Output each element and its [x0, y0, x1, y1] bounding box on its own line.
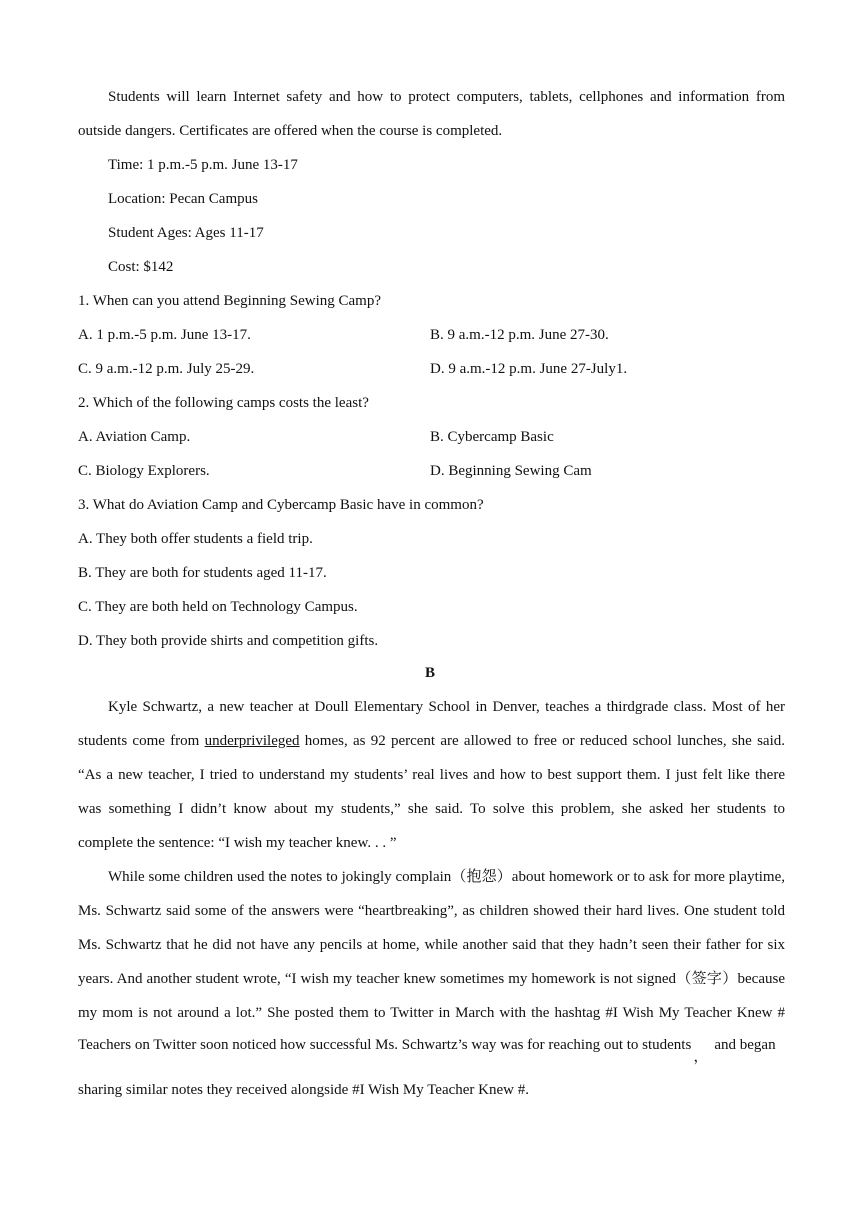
camp-location: Location: Pecan Campus: [108, 191, 258, 207]
question-1-option-c: C. 9 a.m.-12 p.m. July 25-29.: [78, 361, 255, 377]
question-3-option-b: B. They are both for students aged 11-17.: [78, 565, 327, 581]
passage-b-p1-line-3: “As a new teacher, I tried to understand my students’ real lives and how to best support them. I just felt like there: [78, 767, 785, 783]
passage-a-line-1: Students will learn Internet safety and how to protect computers, tablets, cellphones and information from: [108, 89, 785, 105]
passage-b-p2-line-5: my mom is not around a lot.” She posted them to Twitter in March with the hashtag #I Wish My Teacher Knew #: [78, 1005, 785, 1021]
line-text: Teachers on Twitter soon noticed how successful Ms. Schwartz’s way was for reaching out to students: [78, 1037, 692, 1053]
question-2-stem: 2. Which of the following camps costs the least?: [78, 395, 369, 411]
passage-b-p1-line-2: [78, 724, 785, 758]
camp-cost: Cost: $142: [108, 259, 174, 275]
passage-b-p2-line-7: sharing similar notes they received alongside #I Wish My Teacher Knew #.: [78, 1082, 530, 1098]
passage-a-line-2: outside dangers. Certificates are offered when the course is completed.: [78, 123, 503, 139]
question-3-option-d: D. They both provide shirts and competition gifts.: [78, 633, 379, 649]
line-text: homes, as 92 percent are allowed to free or reduced school lunches, she said.: [299, 733, 785, 749]
question-2-option-b: B. Cybercamp Basic: [430, 429, 554, 445]
comma-mark: ，: [693, 1049, 709, 1065]
camp-time: Time: 1 p.m.-5 p.m. June 13-17: [108, 157, 298, 173]
question-2-option-c: C. Biology Explorers.: [78, 463, 210, 479]
section-b-heading: B: [424, 665, 435, 681]
question-2-option-a: A. Aviation Camp.: [78, 429, 191, 445]
question-1-option-d: D. 9 a.m.-12 p.m. June 27-July1.: [430, 361, 628, 377]
question-1-option-b: B. 9 a.m.-12 p.m. June 27-30.: [430, 327, 609, 343]
question-1-option-a: A. 1 p.m.-5 p.m. June 13-17.: [78, 327, 251, 343]
passage-b-p2-line-3: Ms. Schwartz that he did not have any pencils at home, while another said that they hadn’t seen their father for six: [78, 937, 785, 953]
passage-b-p2-line-2: Ms. Schwartz said some of the answers were “heartbreaking”, as children showed their hard lives. One student told: [78, 903, 785, 919]
passage-b-p1-line-4: was something I didn’t know about my students,” she said. To solve this problem, she asked her students to: [78, 801, 785, 817]
line-text: students come from: [78, 733, 205, 749]
passage-b-p2-line-4: years. And another student wrote, “I wish my teacher knew sometimes my homework is not signed（签字）because: [78, 971, 785, 987]
line-text: and began: [714, 1037, 776, 1053]
question-1-stem: 1. When can you attend Beginning Sewing Camp?: [78, 293, 381, 309]
underlined-word: underprivileged: [204, 733, 300, 749]
passage-b-p2-line-6: [78, 1028, 785, 1065]
passage-b-p1-line-1: Kyle Schwartz, a new teacher at Doull Elementary School in Denver, teaches a thirdgrade class. Most of her: [108, 699, 785, 715]
question-2-option-d: D. Beginning Sewing Cam: [430, 463, 592, 479]
passage-b-p1-line-5: complete the sentence: “I wish my teacher knew. . . ”: [78, 835, 397, 851]
passage-b-p2-line-1: While some children used the notes to jokingly complain（抱怨）about homework or to ask for more playtime,: [108, 869, 785, 885]
question-3-option-c: C. They are both held on Technology Campus.: [78, 599, 358, 615]
question-3-option-a: A. They both offer students a field trip.: [78, 531, 313, 547]
camp-ages: Student Ages: Ages 11-17: [108, 225, 264, 241]
question-3-stem: 3. What do Aviation Camp and Cybercamp Basic have in common?: [78, 497, 484, 513]
